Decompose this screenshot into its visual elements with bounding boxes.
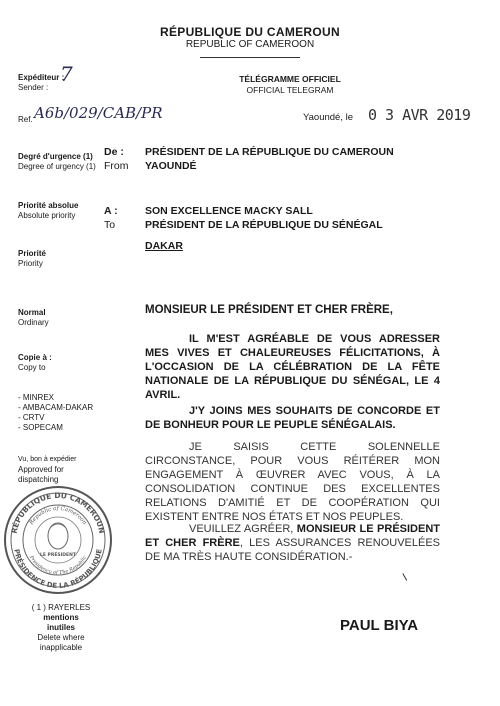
sender-label: Expéditeur : Sender : <box>18 73 65 92</box>
telegram-title-fr: TÉLÉGRAMME OFFICIEL <box>239 74 341 84</box>
seal-outer-bottom: PRÉSIDENCE DE LA RÉPUBLIQUE <box>12 548 104 591</box>
telegram-title-en: OFFICIAL TELEGRAM <box>246 85 334 95</box>
date-stamp: 0 3 AVR 2019 <box>368 106 471 124</box>
to-line-3: DAKAR <box>145 240 183 252</box>
seal-inner-bottom: Presidency of The Republic <box>27 554 89 577</box>
footnote: ( 1 ) RAYERLES mentions inutiles Delete where inapplicable <box>31 603 91 652</box>
copy-item: - AMBACAM-DAKAR <box>18 403 94 412</box>
to-label-fr: A : <box>104 205 118 217</box>
normal-label: Normal Ordinary <box>18 308 49 327</box>
copy-label: Copie à : Copy to <box>18 353 52 372</box>
country-title-fr: RÉPUBLIQUE DU CAMEROUN <box>160 25 340 39</box>
priority-label: Priorité Priority <box>18 249 47 268</box>
header-divider <box>200 57 300 58</box>
copy-list <box>18 393 93 433</box>
paragraph-1: IL M'EST AGRÉABLE DE VOUS ADRESSER MES VIVES ET CHALEUREUSES FÉLICITATIONS, À L'OCCASION DE LA CÉLÉBRATION DE LA FÊTE NATIONALE DE LA RÉPUBLIQUE DU SÉNÉGAL, LE 4 AVRIL. <box>145 333 440 401</box>
urgency-label: Degré d'urgence (1) Degree of urgency (1) <box>18 152 96 171</box>
approved-label: Vu, bon à expédier Approved for dispatching <box>18 456 77 484</box>
paragraph-3: JE SAISIS CETTE SOLENNELLE CIRCONSTANCE, POUR VOUS RÉITÉRER MON ENGAGEMENT À ŒUVRER AVEC VOUS, À LA CONSOLIDATION CONTINUE DES EXCELLENTES RELATIONS D'AMITIÉ ET DE COOPÉRATION QUI EXISTENT ENTRE NOS ÉTATS ET NOS PEUPLES. <box>145 441 440 523</box>
from-line-2: YAOUNDÉ <box>145 160 197 172</box>
copy-item: - MINREX <box>18 393 54 402</box>
presidential-seal <box>2 484 114 596</box>
to-line-1: SON EXCELLENCE MACKY SALL <box>145 205 313 217</box>
absolute-priority-label: Priorité absolue Absolute priority <box>18 201 79 220</box>
country-title-en: REPUBLIC OF CAMEROON <box>185 39 315 50</box>
ref-handwritten: A6b/029/CAB/PR <box>34 104 163 122</box>
seal-outer-top: RÉPUBLIQUE DU CAMEROUN <box>9 490 107 535</box>
copy-item: - SOPECAM <box>18 423 63 432</box>
from-label-fr: De : <box>104 146 124 158</box>
signature-name: PAUL BIYA <box>340 617 419 634</box>
seal-center: LE PRÉSIDENT <box>40 553 76 558</box>
sender-handwritten: 7 <box>60 62 73 86</box>
from-line-1: PRÉSIDENT DE LA RÉPUBLIQUE DU CAMEROUN <box>145 146 394 158</box>
salutation: MONSIEUR LE PRÉSIDENT ET CHER FRÈRE, <box>145 304 393 316</box>
to-line-2: PRÉSIDENT DE LA RÉPUBLIQUE DU SÉNÉGAL <box>145 219 383 231</box>
place-date-prefix: Yaoundé, le <box>303 112 354 123</box>
ref-label: Ref. <box>18 115 33 124</box>
from-label-en: From <box>104 160 129 172</box>
paragraph-2: J'Y JOINS MES SOUHAITS DE CONCORDE ET DE BONHEUR POUR LE PEUPLE SÉNÉGALAIS. <box>145 405 440 431</box>
seal-inner-top: Republic of Cameroon <box>28 505 88 526</box>
to-label-en: To <box>104 219 116 231</box>
pen-mark <box>402 571 410 580</box>
copy-item: - CRTV <box>18 413 45 422</box>
paragraph-4: VEUILLEZ AGRÉER, MONSIEUR LE PRÉSIDENT ET CHER FRÈRE, LES ASSURANCES RENOUVELÉES DE MA TRÈS HAUTE CONSIDÉRATION.- <box>145 523 441 563</box>
